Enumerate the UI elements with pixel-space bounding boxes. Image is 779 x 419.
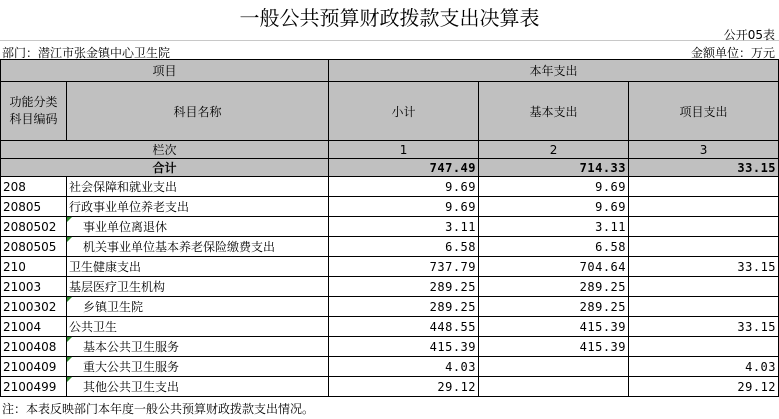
header-annual-expense: 本年支出 bbox=[329, 60, 779, 82]
row-basic bbox=[479, 357, 629, 377]
row-project: 4.03 bbox=[629, 357, 779, 377]
row-subtotal: 9.69 bbox=[329, 177, 479, 197]
row-project bbox=[629, 217, 779, 237]
row-project bbox=[629, 197, 779, 217]
row-project: 33.15 bbox=[629, 257, 779, 277]
row-subject-name: 公共卫生 bbox=[67, 317, 329, 337]
row-basic: 6.58 bbox=[479, 237, 629, 257]
row-subject-name: 行政事业单位养老支出 bbox=[67, 197, 329, 217]
row-subject-name: 社会保障和就业支出 bbox=[67, 177, 329, 197]
row-subtotal: 448.55 bbox=[329, 317, 479, 337]
row-subtotal: 289.25 bbox=[329, 277, 479, 297]
total-row bbox=[1, 159, 779, 177]
row-code: 2100302 bbox=[1, 297, 67, 317]
row-basic: 415.39 bbox=[479, 337, 629, 357]
row-subtotal: 415.39 bbox=[329, 337, 479, 357]
row-code: 20805 bbox=[1, 197, 67, 217]
total-subtotal: 747.49 bbox=[329, 159, 479, 177]
table-row bbox=[1, 277, 779, 297]
header-col1: 1 bbox=[329, 141, 479, 159]
table-row bbox=[1, 297, 779, 317]
row-subject-name: 基层医疗卫生机构 bbox=[67, 277, 329, 297]
total-project: 33.15 bbox=[629, 159, 779, 177]
row-project bbox=[629, 337, 779, 357]
row-code: 21003 bbox=[1, 277, 67, 297]
row-project bbox=[629, 277, 779, 297]
row-subject-name: 重大公共卫生服务 bbox=[67, 357, 329, 377]
header-item: 项目 bbox=[1, 60, 329, 82]
row-subtotal: 6.58 bbox=[329, 237, 479, 257]
total-basic: 714.33 bbox=[479, 159, 629, 177]
row-basic: 415.39 bbox=[479, 317, 629, 337]
row-code: 2100499 bbox=[1, 377, 67, 397]
row-subtotal: 29.12 bbox=[329, 377, 479, 397]
row-subject-name: 基本公共卫生服务 bbox=[67, 337, 329, 357]
row-project: 33.15 bbox=[629, 317, 779, 337]
row-subject-name: 事业单位离退休 bbox=[67, 217, 329, 237]
row-subject-name: 乡镇卫生院 bbox=[67, 297, 329, 317]
row-code: 2100408 bbox=[1, 337, 67, 357]
table-row bbox=[1, 377, 779, 397]
row-basic: 9.69 bbox=[479, 177, 629, 197]
row-code: 2080502 bbox=[1, 217, 67, 237]
row-project bbox=[629, 237, 779, 257]
row-subtotal: 737.79 bbox=[329, 257, 479, 277]
amount-unit-label: 金额单位：万元 bbox=[690, 46, 775, 60]
table-row bbox=[1, 357, 779, 377]
row-subject-name: 机关事业单位基本养老保险缴费支出 bbox=[67, 237, 329, 257]
header-project: 项目支出 bbox=[629, 82, 779, 141]
table-row bbox=[1, 337, 779, 357]
row-project: 29.12 bbox=[629, 377, 779, 397]
row-project bbox=[629, 177, 779, 197]
table-row bbox=[1, 197, 779, 217]
header-func-code: 功能分类 科目编码 bbox=[1, 82, 67, 141]
report-title: 一般公共预算财政拨款支出决算表 bbox=[0, 0, 779, 41]
table-row bbox=[1, 257, 779, 277]
row-basic: 3.11 bbox=[479, 217, 629, 237]
row-basic: 289.25 bbox=[479, 297, 629, 317]
row-project bbox=[629, 297, 779, 317]
department-label: 部门：潜江市张金镇中心卫生院 bbox=[2, 46, 171, 60]
row-basic: 289.25 bbox=[479, 277, 629, 297]
row-code: 210 bbox=[1, 257, 67, 277]
header-col3: 3 bbox=[629, 141, 779, 159]
row-subtotal: 9.69 bbox=[329, 197, 479, 217]
table-row bbox=[1, 317, 779, 337]
table-row bbox=[1, 177, 779, 197]
row-code: 21004 bbox=[1, 317, 67, 337]
row-basic: 704.64 bbox=[479, 257, 629, 277]
table-row bbox=[1, 237, 779, 257]
row-subtotal: 289.25 bbox=[329, 297, 479, 317]
footnote: 注：本表反映部门本年度一般公共预算财政拨款支出情况。 bbox=[2, 402, 315, 416]
row-subject-name: 卫生健康支出 bbox=[67, 257, 329, 277]
row-subject-name: 其他公共卫生支出 bbox=[67, 377, 329, 397]
table-row bbox=[1, 217, 779, 237]
header-basic: 基本支出 bbox=[479, 82, 629, 141]
header-col2: 2 bbox=[479, 141, 629, 159]
header-subject-name: 科目名称 bbox=[67, 82, 329, 141]
header-column-no: 栏次 bbox=[1, 141, 329, 159]
row-code: 2100409 bbox=[1, 357, 67, 377]
row-code: 2080505 bbox=[1, 237, 67, 257]
row-basic: 9.69 bbox=[479, 197, 629, 217]
header-subtotal: 小计 bbox=[329, 82, 479, 141]
form-code: 公开05表 bbox=[723, 28, 775, 42]
expenditure-table bbox=[0, 59, 779, 397]
row-subtotal: 3.11 bbox=[329, 217, 479, 237]
total-label: 合计 bbox=[1, 159, 329, 177]
row-subtotal: 4.03 bbox=[329, 357, 479, 377]
row-basic bbox=[479, 377, 629, 397]
row-code: 208 bbox=[1, 177, 67, 197]
